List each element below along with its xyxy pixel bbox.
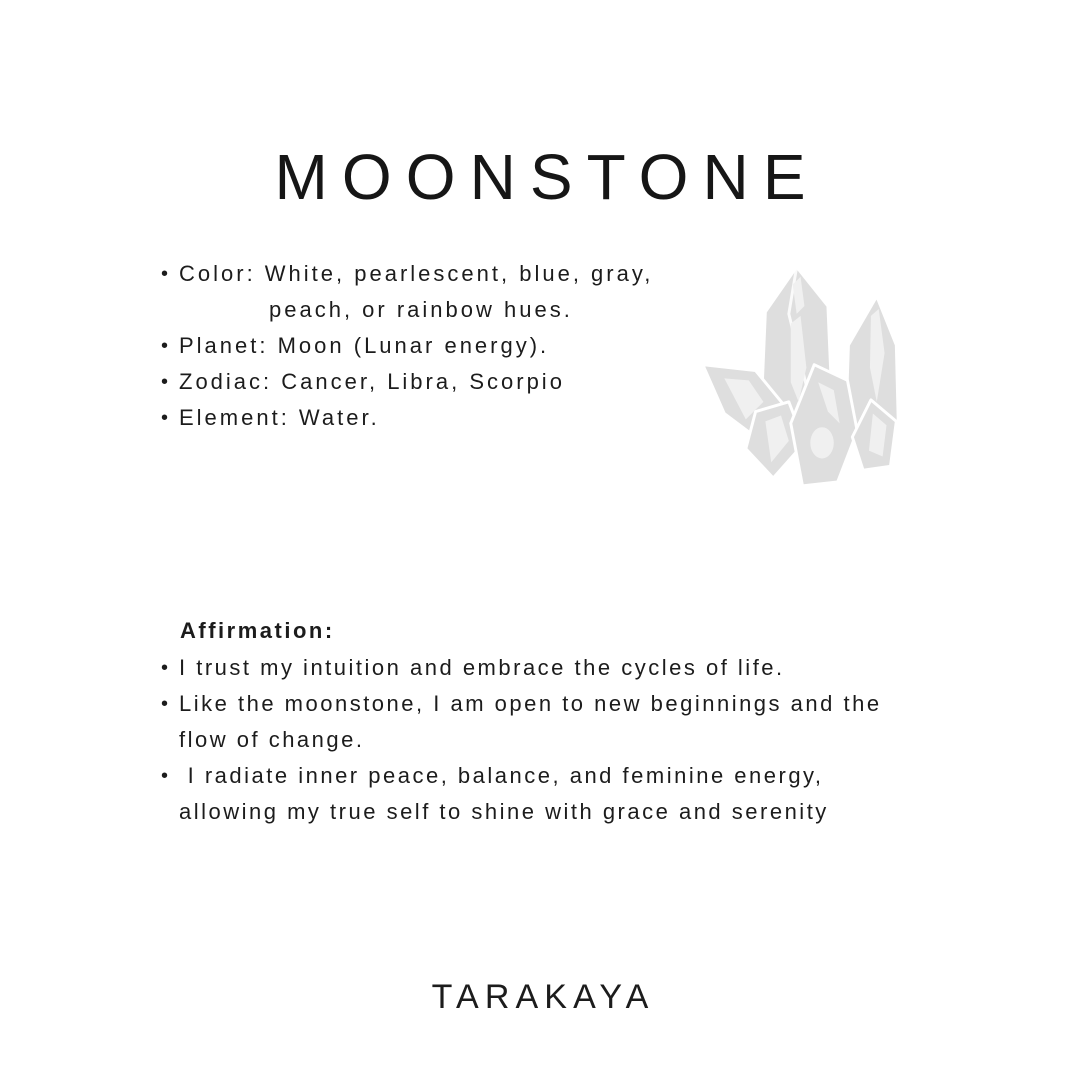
affirmation-heading: Affirmation:	[180, 618, 335, 643]
bullet-icon: •	[161, 765, 169, 787]
affirmation-text-3-line1: I radiate inner peace, balance, and feminine energy,	[179, 763, 824, 788]
affirmation-section	[161, 612, 991, 830]
property-color-line1: Color: White, pearlescent, blue, gray,	[179, 261, 654, 286]
page-title: MOONSTONE	[274, 141, 820, 213]
affirmation-item-1	[161, 650, 991, 686]
affirmation-text-2-line2: flow of change.	[179, 727, 365, 752]
properties-list	[161, 256, 781, 436]
property-color-line2: peach, or rainbow hues.	[269, 297, 573, 322]
list-item-planet	[161, 328, 781, 364]
property-zodiac: Zodiac: Cancer, Libra, Scorpio	[179, 369, 565, 394]
list-item-element	[161, 400, 781, 436]
bullet-icon: •	[161, 407, 169, 429]
bullet-icon: •	[161, 657, 169, 679]
affirmation-text-2-line1: Like the moonstone, I am open to new beginnings and the	[179, 691, 882, 716]
bullet-icon: •	[161, 693, 169, 715]
brand-logo: TARAKAYA	[431, 978, 655, 1016]
affirmation-text-1: I trust my intuition and embrace the cycles of life.	[179, 655, 785, 680]
property-planet: Planet: Moon (Lunar energy).	[179, 333, 550, 358]
list-item-zodiac	[161, 364, 781, 400]
bullet-icon: •	[161, 335, 169, 357]
affirmation-item-2	[161, 686, 991, 758]
affirmation-item-3	[161, 758, 991, 830]
list-item-color	[161, 256, 781, 328]
crystal-cluster-icon	[695, 255, 910, 490]
property-element: Element: Water.	[179, 405, 380, 430]
bullet-icon: •	[161, 371, 169, 393]
bullet-icon: •	[161, 263, 169, 285]
affirmation-text-3-line2: allowing my true self to shine with grace and serenity	[179, 799, 829, 824]
